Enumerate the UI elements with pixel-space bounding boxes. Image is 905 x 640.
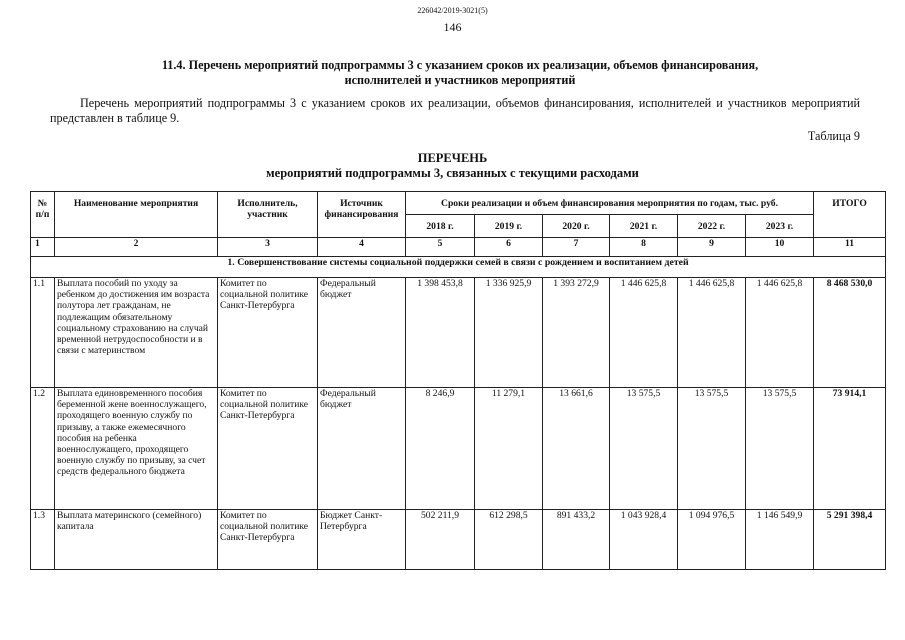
row-number: 1.2 [31, 388, 55, 510]
list-title [0, 151, 905, 181]
header-source: Источник финансирования [318, 192, 406, 238]
column-number: 1 [31, 238, 55, 257]
measure-executor: Комитет по социальной политике Санкт-Петербурга [218, 278, 318, 388]
value-cell: 1 398 453,8 [406, 278, 475, 388]
header-year: 2020 г. [543, 215, 610, 238]
measures-table [30, 191, 886, 570]
value-cell: 891 433,2 [543, 510, 610, 570]
column-number: 6 [475, 238, 543, 257]
value-cell: 11 279,1 [475, 388, 543, 510]
section-heading [60, 58, 860, 88]
measure-source: Федеральный бюджет [318, 278, 406, 388]
column-number: 2 [55, 238, 218, 257]
value-cell: 1 446 625,8 [746, 278, 814, 388]
value-cell: 1 393 272,9 [543, 278, 610, 388]
total-cell: 5 291 398,4 [814, 510, 886, 570]
column-number: 3 [218, 238, 318, 257]
measure-source: Федеральный бюджет [318, 388, 406, 510]
column-numbers-row [31, 238, 886, 257]
table-row [31, 388, 886, 510]
header-executor: Исполнитель, участник [218, 192, 318, 238]
measure-source: Бюджет Санкт-Петербурга [318, 510, 406, 570]
value-cell: 502 211,9 [406, 510, 475, 570]
value-cell: 13 575,5 [678, 388, 746, 510]
table-row [31, 510, 886, 570]
measure-name: Выплата пособий по уходу за ребенком до достижения им возраста полутора лет гражданам, не подлежащим обязательному социальному страхованию на случай временной нетрудоспособности и в связи с материнством [55, 278, 218, 388]
value-cell: 1 446 625,8 [678, 278, 746, 388]
header-year: 2023 г. [746, 215, 814, 238]
column-number: 4 [318, 238, 406, 257]
row-number: 1.3 [31, 510, 55, 570]
page-number: 146 [443, 20, 462, 34]
measure-name: Выплата материнского (семейного) капитала [55, 510, 218, 570]
list-title-line1: ПЕРЕЧЕНЬ [417, 151, 488, 165]
value-cell: 1 043 928,4 [610, 510, 678, 570]
measure-executor: Комитет по социальной политике Санкт-Петербурга [218, 510, 318, 570]
section-heading-line1: 11.4. Перечень мероприятий подпрограммы 3 с указанием сроков их реализации, объемов финансирования, [161, 58, 759, 72]
table-row [31, 278, 886, 388]
column-number: 5 [406, 238, 475, 257]
header-name: Наименование мероприятия [55, 192, 218, 238]
measure-name: Выплата единовременного пособия беременной жене военнослужащего, проходящего военную службу по призыву, а также ежемесячного пособия на ребенка военнослужащего, проходящего военную службу по призыву, за счет средств федерального бюджета [55, 388, 218, 510]
header-year: 2021 г. [610, 215, 678, 238]
value-cell: 13 661,6 [543, 388, 610, 510]
value-cell: 1 146 549,9 [746, 510, 814, 570]
total-cell: 8 468 530,0 [814, 278, 886, 388]
column-number: 8 [610, 238, 678, 257]
row-number: 1.1 [31, 278, 55, 388]
intro-paragraph: Перечень мероприятий подпрограммы 3 с указанием сроков их реализации, объемов финансирования, исполнителей и участников мероприятий представлен в таблице 9. [50, 96, 860, 125]
total-cell: 73 914,1 [814, 388, 886, 510]
value-cell: 13 575,5 [610, 388, 678, 510]
section-row [31, 257, 886, 278]
value-cell: 13 575,5 [746, 388, 814, 510]
header-year: 2019 г. [475, 215, 543, 238]
column-number: 7 [543, 238, 610, 257]
section-title: 1. Совершенствование системы социальной поддержки семей в связи с рождением и воспитанием детей [31, 257, 886, 278]
column-number: 9 [678, 238, 746, 257]
column-number: 11 [814, 238, 886, 257]
value-cell: 8 246,9 [406, 388, 475, 510]
value-cell: 1 336 925,9 [475, 278, 543, 388]
value-cell: 1 094 976,5 [678, 510, 746, 570]
measure-executor: Комитет по социальной политике Санкт-Петербурга [218, 388, 318, 510]
section-heading-line2: исполнителей и участников мероприятий [344, 73, 576, 87]
list-title-line2: мероприятий подпрограммы 3, связанных с текущими расходами [266, 166, 639, 180]
header-year: 2022 г. [678, 215, 746, 238]
header-no: № п/п [31, 192, 55, 238]
header-year: 2018 г. [406, 215, 475, 238]
value-cell: 1 446 625,8 [610, 278, 678, 388]
table-header-row [31, 192, 886, 215]
document-id: 226042/2019-3021(5) [417, 6, 488, 15]
value-cell: 612 298,5 [475, 510, 543, 570]
header-total: ИТОГО [814, 192, 886, 238]
table-caption: Таблица 9 [807, 129, 860, 143]
column-number: 10 [746, 238, 814, 257]
header-period: Сроки реализации и объем финансирования мероприятия по годам, тыс. руб. [406, 192, 814, 215]
